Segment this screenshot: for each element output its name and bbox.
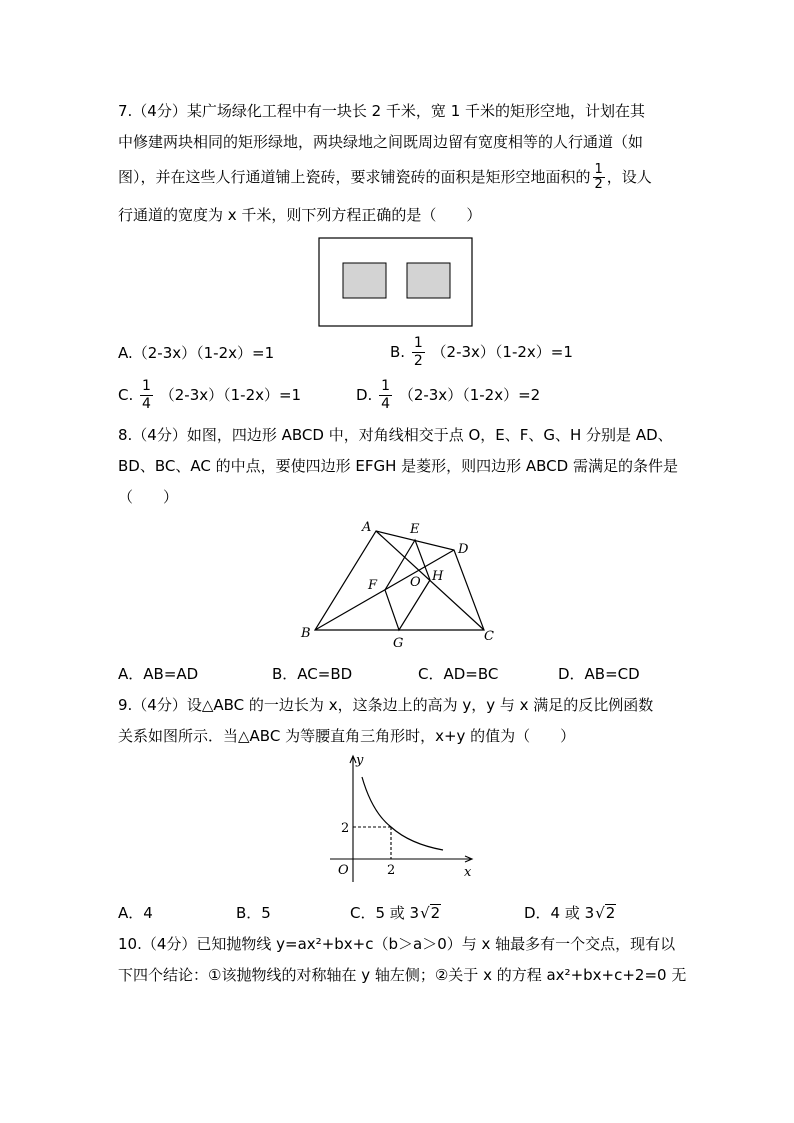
label-f: F xyxy=(368,578,378,593)
q8-option-a: A．AB=AD xyxy=(118,665,199,683)
label-h: H xyxy=(432,569,444,584)
q9-line-1: 9.（4分）设△ABC 的一边长为 x，这条边上的高为 y，y 与 x 满足的反比例函数 xyxy=(118,696,654,714)
q10-line-2: 下四个结论：①该抛物线的对称轴在 y 轴左侧；②关于 x 的方程 ax²+bx+c+2=0 无 xyxy=(118,966,687,984)
hyperbola-curve xyxy=(362,777,443,850)
q9-option-a: A．4 xyxy=(118,904,153,922)
q8-line-3: （ ） xyxy=(118,488,179,506)
green-plot-right xyxy=(407,263,450,298)
label-c: C xyxy=(484,629,494,644)
q8-option-d: D．AB=CD xyxy=(558,665,640,683)
q9-graph xyxy=(330,752,480,882)
q7-line-4: 行通道的宽度为 x 千米，则下列方程正确的是（ ） xyxy=(118,206,482,224)
label-b: B xyxy=(301,626,311,641)
q7-option-d: D. $\frac{1}{4}$ （2-3x）（1-2x）=2 xyxy=(356,378,541,412)
q7-line-1: 7.（4分）某广场绿化工程中有一块长 2 千米，宽 1 千米的矩形空地，计划在其 xyxy=(118,102,646,120)
q10-line-1: 10.（4分）已知抛物线 y=ax²+bx+c（b＞a＞0）与 x 轴最多有一个交点，现有以 xyxy=(118,935,676,953)
label-e: E xyxy=(410,522,420,537)
tick-label-y: 2 xyxy=(341,821,350,836)
label-d: D xyxy=(458,542,469,557)
q9-option-b: B．5 xyxy=(236,904,271,922)
q7-figure xyxy=(318,237,474,328)
origin-label: O xyxy=(338,863,349,878)
label-g: G xyxy=(393,636,404,651)
q8-line-1: 8.（4分）如图，四边形 ABCD 中，对角线相交于点 O，E、F、G、H 分别是 AD、 xyxy=(118,426,673,444)
q9-option-c: C．5 或 3√2 xyxy=(350,904,441,922)
q8-option-c: C．AD=BC xyxy=(418,665,499,683)
q7-option-a: A.（2-3x）（1-2x）=1 xyxy=(118,344,275,362)
q7-option-b: B. $\frac{1}{2}$ （2-3x）（1-2x）=1 xyxy=(390,335,573,369)
x-axis-label: x xyxy=(464,865,472,880)
q7-line-3-tail: ，设人 xyxy=(606,168,652,186)
green-plot-left xyxy=(343,263,386,298)
fraction: $\frac{1}{2}$ xyxy=(594,162,603,192)
sqrt-symbol: √ xyxy=(595,904,605,922)
q7-line-2: 中修建两块相同的矩形绿地，两块绿地之间既周边留有宽度相等的人行通道（如 xyxy=(118,133,644,151)
label-o: O xyxy=(410,575,421,590)
sqrt-symbol: √ xyxy=(420,904,430,922)
label-a: A xyxy=(362,520,372,535)
q8-figure xyxy=(298,517,503,652)
q9-line-2: 关系如图所示．当△ABC 为等腰直角三角形时，x+y 的值为（ ） xyxy=(118,727,576,745)
q8-option-b: B．AC=BD xyxy=(272,665,353,683)
q9-option-d: D．4 或 3√2 xyxy=(524,904,616,922)
q7-line-3-text: 图），并在这些人行通道铺上瓷砖，要求铺瓷砖的面积是矩形空地面积的 xyxy=(118,168,591,186)
q7-line-3 xyxy=(118,163,652,192)
tick-label-x: 2 xyxy=(387,863,396,878)
q8-line-2: BD、BC、AC 的中点，要使四边形 EFGH 是菱形，则四边形 ABCD 需满足的条件是 xyxy=(118,457,678,475)
q7-option-c: C. $\frac{1}{4}$ （2-3x）（1-2x）=1 xyxy=(118,378,302,412)
y-axis-label: y xyxy=(356,753,364,768)
quadrilateral-efgh xyxy=(385,540,430,630)
